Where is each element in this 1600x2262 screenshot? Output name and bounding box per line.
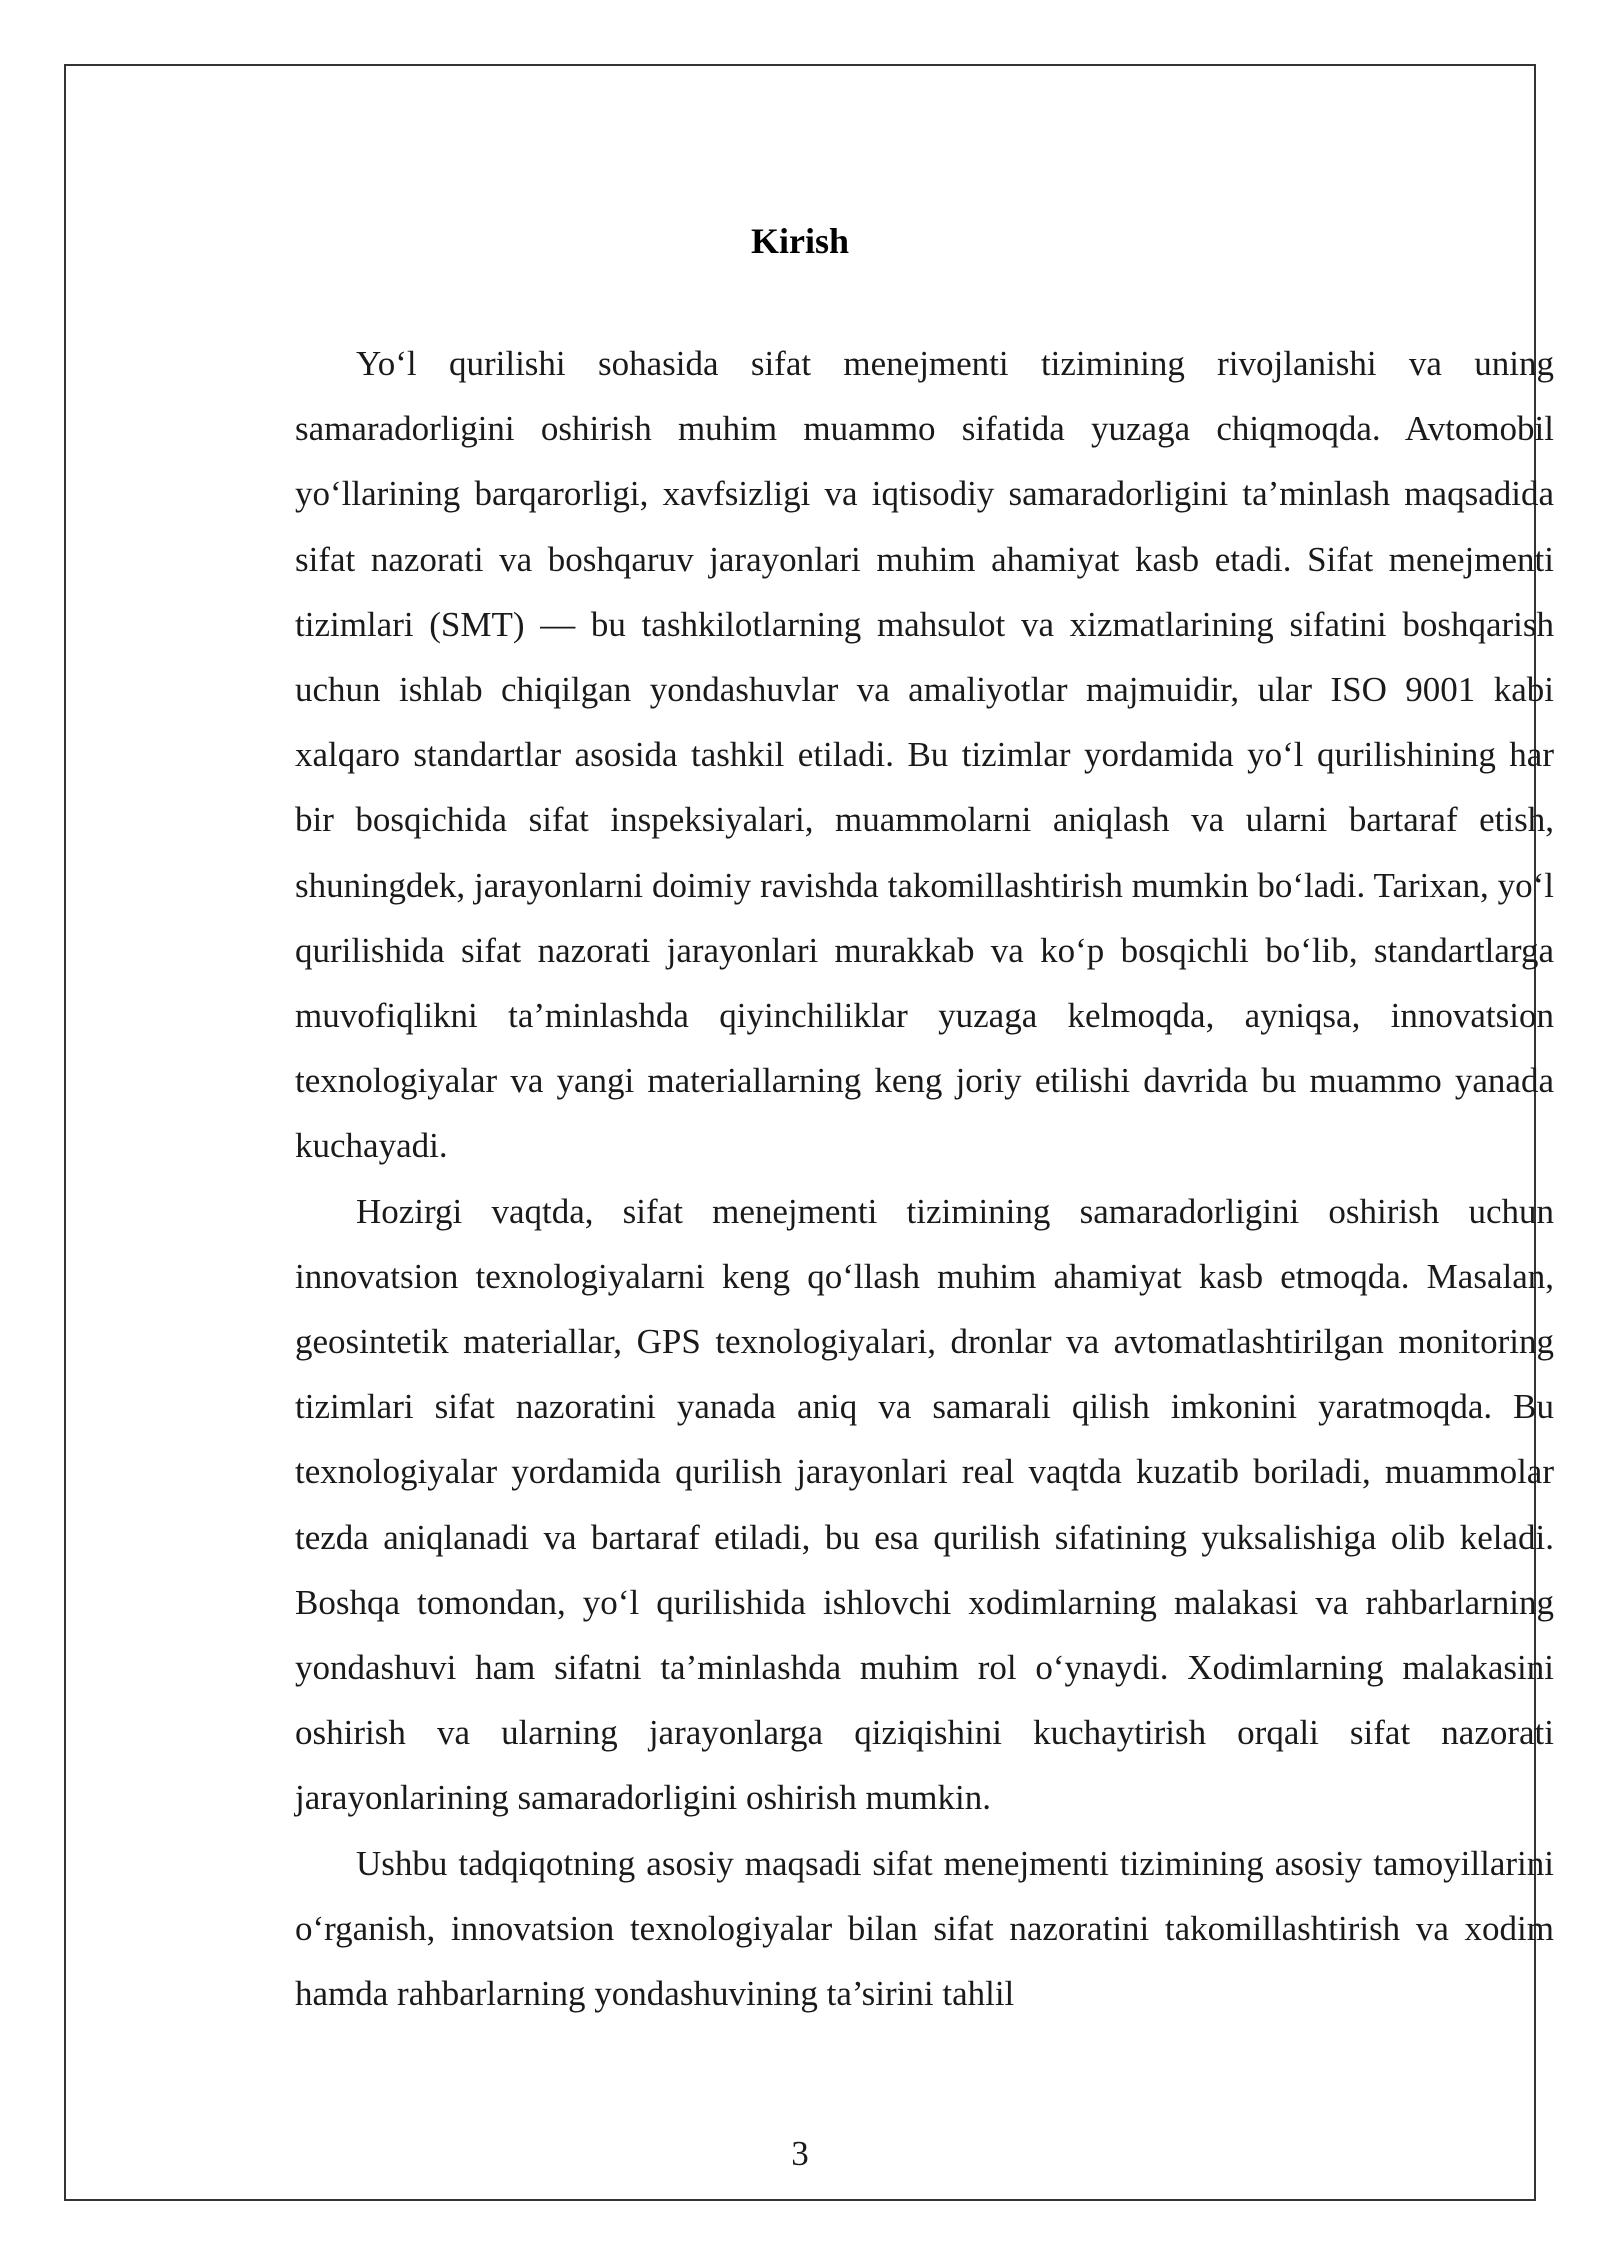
paragraph-2: Hozirgi vaqtda, sifat menejmenti tizimining samaradorligini oshirish uchun innovatsion texnologiyalarni keng qo‘llash muhim ahamiyat kasb etmoqda. Masalan, geosintetik materiallar, GPS texnologiyalari, dronlar va avtomatlashtirilgan monitoring tizimlari sifat nazoratini yanada aniq va samarali qilish imkonini yaratmoqda. Bu texnologiyalar yordamida qurilish jarayonlari real vaqtda kuzatib boriladi, muammolar tezda aniqlanadi va bartaraf etiladi, bu esa qurilish sifatining yuksalishiga olib keladi. Boshqa tomondan, yo‘l qurilishida ishlovchi xodimlarning malakasi va rahbarlarning yondashuvi ham sifatni ta’minlashda muhim rol o‘ynaydi. Xodimlarning malakasini oshirish va ularning jarayonlarga qiziqishini kuchaytirish orqali sifat nazorati jarayonlarining samaradorligini oshirish mumkin. — [295, 1191, 1554, 1818]
page-number: 3 — [791, 2134, 809, 2173]
page-frame — [64, 64, 1554, 2201]
body-text — [295, 331, 1554, 2026]
paragraph-3: Ushbu tadqiqotning asosiy maqsadi sifat menejmenti tizimining asosiy tamoyillarini o‘rganish, innovatsion texnologiyalar bilan sifat nazoratini takomillashtirish va xodim hamda rahbarlarning yondashuvining ta’sirini tahlil — [295, 1843, 1554, 2014]
page-title: Kirish — [750, 221, 849, 261]
paragraph-1: Yo‘l qurilishi sohasida sifat menejmenti tizimining rivojlanishi va uning samaradorligini oshirish muhim muammo sifatida yuzaga chiqmoqda. Avtomobil yo‘llarining barqarorligi, xavfsizligi va iqtisodiy samaradorligini ta’minlash maqsadida sifat nazorati va boshqaruv jarayonlari muhim ahamiyat kasb etadi. Sifat menejmenti tizimlari (SMT) — bu tashkilotlarning mahsulot va xizmatlarining sifatini boshqarish uchun ishlab chiqilgan yondashuvlar va amaliyotlar majmuidir, ular ISO 9001 kabi xalqaro standartlar asosida tashkil etiladi. Bu tizimlar yordamida yo‘l qurilishining har bir bosqichida sifat inspeksiyalari, muammolarni aniqlash va ularni bartaraf etish, shuningdek, jarayonlarni doimiy ravishda takomillashtirish mumkin bo‘ladi. Tarixan, yo‘l qurilishida sifat nazorati jarayonlari murakkab va ko‘p bosqichli bo‘lib, standartlarga muvofiqlikni ta’minlashda qiyinchiliklar yuzaga kelmoqda, ayniqsa, innovatsion texnologiyalar va yangi materiallarning keng joriy etilishi davrida bu muammo yanada kuchayadi. — [295, 344, 1554, 1166]
